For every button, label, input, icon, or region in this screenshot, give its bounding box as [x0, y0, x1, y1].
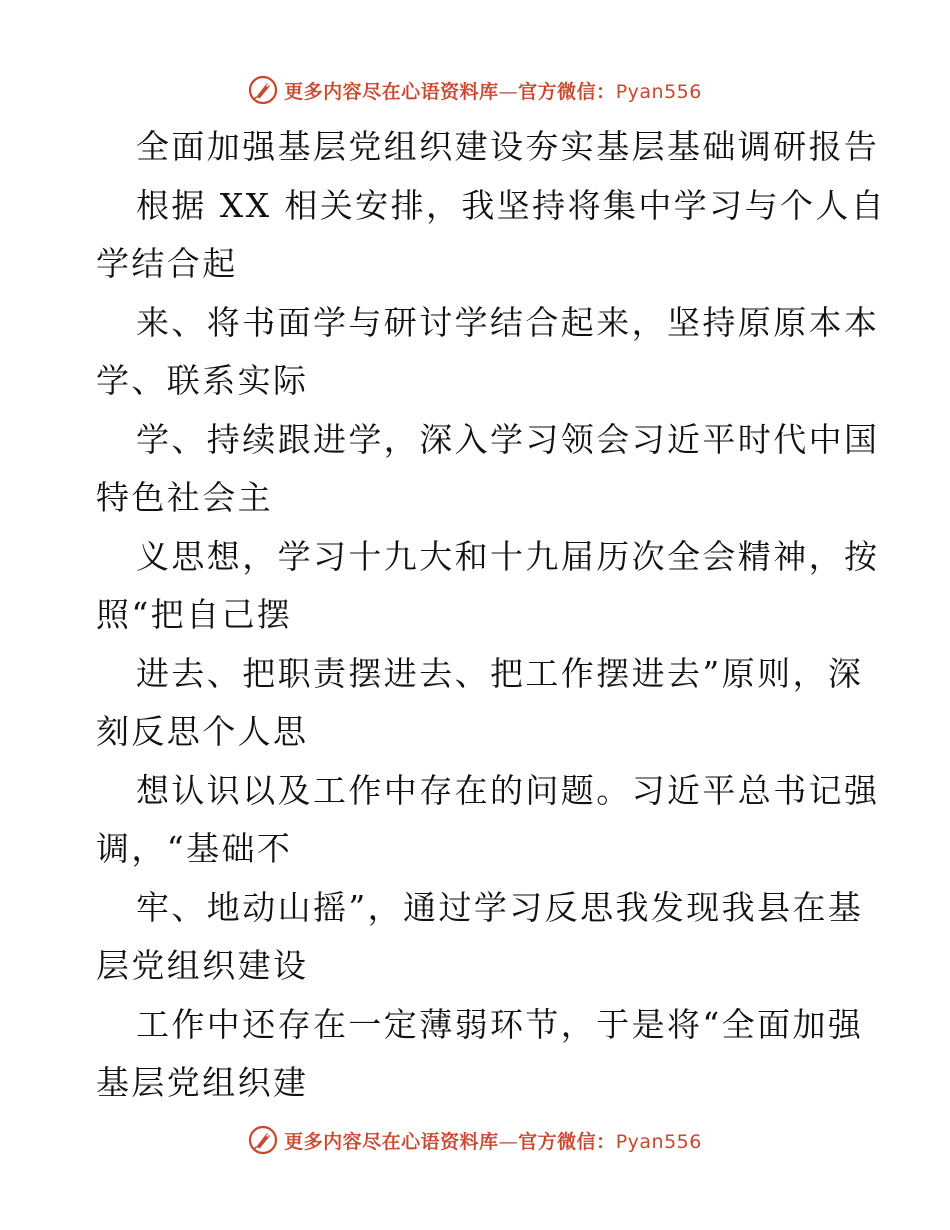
text-line: 学、持续跟进学，深入学习领会习近平时代中国	[136, 419, 880, 459]
text-line: 工作中还存在一定薄弱环节，于是将“全面加强	[136, 1004, 864, 1044]
text-line: 学、联系实际	[96, 361, 309, 400]
text-line: 刻反思个人思	[96, 712, 309, 751]
watermark-text: 更多内容尽在心语资料库—官方微信：Pyan556	[284, 80, 702, 103]
text-line: 特色社会主	[96, 478, 273, 517]
text-line: 全面加强基层党组织建设夯实基层基础调研报告	[136, 127, 880, 166]
text-line: 照“把自己摆	[96, 595, 293, 634]
footer-watermark	[0, 1120, 950, 1160]
text-line: 学结合起	[96, 244, 238, 283]
pen-nib-logo-icon	[248, 75, 278, 105]
text-line: 层党组织建设	[96, 946, 309, 985]
text-line: 义思想，学习十九大和十九届历次全会精神，按	[136, 536, 880, 576]
text-line: 调，“基础不	[96, 829, 293, 868]
text-line: 根据 XX 相关安排，我坚持将集中学习与个人自	[136, 185, 887, 225]
text-line: 牢、地动山摇”，通过学习反思我发现我县在基	[136, 887, 864, 927]
watermark-text: 更多内容尽在心语资料库—官方微信：Pyan556	[284, 1130, 702, 1153]
text-line: 进去、把职责摆进去、把工作摆进去”原则，深	[136, 653, 864, 693]
document-body	[96, 118, 887, 1113]
text-line: 想认识以及工作中存在的问题。习近平总书记强	[136, 770, 880, 810]
text-line: 基层党组织建	[96, 1063, 309, 1102]
text-line: 来、将书面学与研讨学结合起来，坚持原原本本	[136, 302, 880, 342]
header-watermark	[0, 70, 950, 110]
pen-nib-logo-icon	[248, 1125, 278, 1155]
